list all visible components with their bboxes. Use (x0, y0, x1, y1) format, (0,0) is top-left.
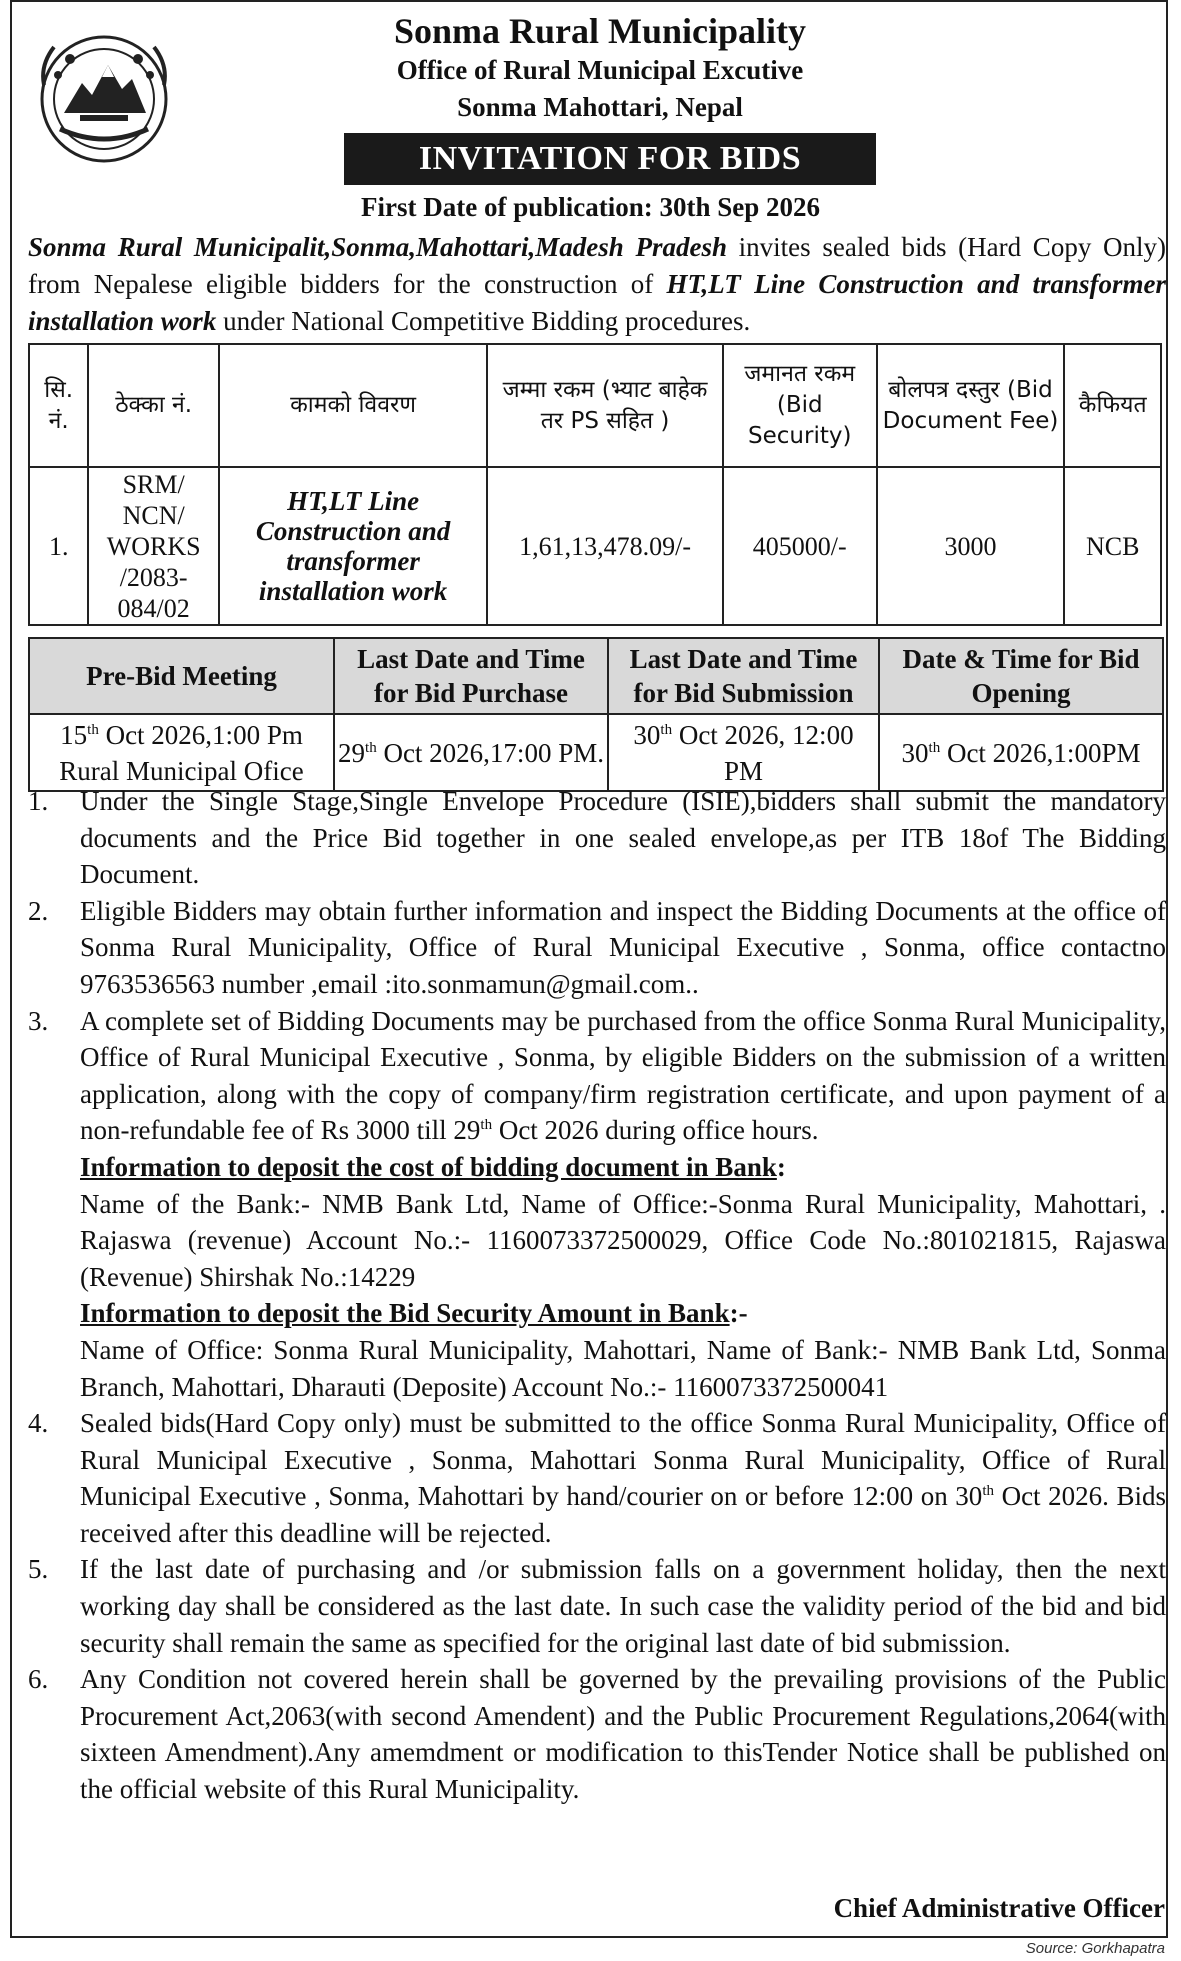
cell-purchase (334, 714, 608, 791)
schedule-header (29, 638, 1163, 714)
clause-6 (28, 1661, 1166, 1807)
col-submission: Last Date and Time for Bid Submission (608, 638, 879, 714)
intro-entity: Sonma Rural Municipalit,Sonma,Mahottari,Madesh Pradesh (28, 232, 727, 262)
clause-3-text-after: Oct 2026 during office hours. (492, 1115, 819, 1146)
col-total-amount: जम्मा रकम (भ्याट बाहेक तर PS सहित ) (487, 344, 723, 467)
col-bid-security: जमानत रकम (Bid Security) (723, 344, 877, 467)
org-name: Sonma Rural Municipality (393, 11, 807, 51)
office-name: Office of Rural Municipal Excutive (396, 55, 804, 85)
cell-contract-no: SRM/ NCN/ WORKS /2083-084/02 (88, 467, 218, 625)
submission-suffix: th (660, 721, 673, 738)
cell-opening (879, 714, 1163, 791)
col-prebid: Pre-Bid Meeting (29, 638, 334, 714)
opening-day: 30 (901, 737, 929, 768)
clause-2 (28, 893, 1166, 1003)
bank-doc-cost-info: Information to deposit the cost of bidding document in Bank: Name of the Bank:- NMB Bank Ltd, Name of Office:-Sonma Rural Municipality, Mahottari, . Rajaswa (revenue) Account No.:- 1160073372500029, Office Code No.:801021815, Rajaswa (Revenue) Shirshak No.:14229 (80, 1151, 1166, 1292)
submission-day: 30 (633, 719, 661, 750)
cell-remarks: NCB (1064, 467, 1161, 625)
schedule-table (28, 637, 1164, 792)
clauses-list (28, 783, 1166, 1808)
bid-table (28, 343, 1162, 626)
clause-num: 1. (28, 786, 49, 816)
office-location: Sonma Mahottari, Nepal (457, 92, 743, 122)
table-row (29, 714, 1163, 791)
cell-sn: 1. (29, 467, 88, 625)
table-row (29, 467, 1161, 625)
col-purchase: Last Date and Time for Bid Purchase (334, 638, 608, 714)
clause-1 (28, 783, 1166, 893)
bank-security-info: Information to deposit the Bid Security Amount in Bank:- Name of Office: Sonma Rural Municipality, Mahottari, Name of Bank:- NMB Bank Ltd, Sonma Branch, Mahottari, Dharauti (Deposite) Account No.:- 1160073372500041 (80, 1298, 1166, 1402)
bank-doc-cost-heading: Information to deposit the cost of bidding document in Bank (80, 1151, 777, 1182)
clause-4-text-after: Oct 2026. Bids received after this deadline will be rejected. (80, 1481, 1166, 1548)
col-work-desc: कामको विवरण (219, 344, 487, 467)
col-opening: Date & Time for Bid Opening (879, 638, 1163, 714)
clause-num: 6. (28, 1664, 49, 1695)
purchase-rest: Oct 2026,17:00 PM. (376, 737, 604, 768)
cell-doc-fee: 3000 (877, 467, 1065, 625)
col-contract-no: ठेक्का नं. (88, 344, 218, 467)
submission-rest: Oct 2026, 12:00 PM (672, 719, 854, 786)
clause-text: Any Condition not covered herein shall be governed by the prevailing provisions of the Public Procurement Act,2063(with second Amendent) and the Public Procurement Regulations,2064(with sixteen Amendment).Any amemdment or modification to thisTender Notice shall be published on the official website of this Rural Municipality. (80, 1664, 1166, 1805)
intro-paragraph (28, 229, 1166, 340)
prebid-rest: Oct 2026,1:00 Pm Rural Municipal Ofice (59, 719, 304, 786)
title-banner: INVITATION FOR BIDS (344, 133, 876, 185)
col-sn: सि. नं. (29, 344, 88, 467)
clause-5 (28, 1551, 1166, 1661)
col-doc-fee: बोलपत्र दस्तुर (Bid Document Fee) (877, 344, 1065, 467)
intro-work: HT,LT Line Construction and transformer installation work (28, 269, 1166, 336)
clause-num: 3. (28, 1005, 49, 1036)
cell-prebid (29, 714, 334, 791)
clause-text (80, 1405, 1166, 1551)
bank-security-text: Name of Office: Sonma Rural Municipality, Mahottari, Name of Bank:- NMB Bank Ltd, Sonma Branch, Mahottari, Dharauti (Deposite) Account No.:- 1160073372500041 (80, 1334, 1166, 1402)
clause-4-text-before: Sealed bids(Hard Copy only) must be submitted to the office Sonma Rural Municipality, Office of Rural Municipal Executive , Sonma, Mahottari Sonma Rural Municipality, Office of Rural Municipal Executive , Sonma, Mahottari by hand/courier on or before 12:00 on 30 (80, 1408, 1166, 1512)
clause-3-text-before: A complete set of Bidding Documents may be purchased from the office Sonma Rural Municipality, Office of Rural Municipal Executive , Sonma, by eligible Bidders on the submission of a written application, along with the copy of company/firm registration certificate, and upon payment of a non-refundable fee of Rs 3000 till 29 (80, 1005, 1166, 1146)
bank-security-heading: Information to deposit the Bid Security Amount in Bank (80, 1298, 730, 1329)
intro-text-2: under National Competitive Bidding procedures. (216, 306, 751, 336)
bank-doc-cost-text: Name of the Bank:- NMB Bank Ltd, Name of Office:-Sonma Rural Municipality, Mahottari, . Rajaswa (revenue) Account No.:- 1160073372500029, Office Code No.:801021815, Rajaswa (Revenue) Shirshak No.:14229 (80, 1188, 1166, 1292)
cell-bid-security: 405000/- (723, 467, 877, 625)
bid-table-header (29, 344, 1161, 467)
clause-text (80, 1003, 1166, 1149)
clause-4-sup: th (982, 1483, 994, 1500)
clause-4 (28, 1405, 1166, 1551)
intro-text-1: invites sealed bids (Hard Copy Only) from Nepalese eligible bidders for the construction of (28, 232, 1166, 299)
clause-num: 5. (28, 1554, 49, 1585)
cell-total-amount: 1,61,13,478.09/- (487, 467, 723, 625)
clause-num: 2. (28, 895, 49, 926)
cell-submission (608, 714, 879, 791)
clause-text: Under the Single Stage,Single Envelope Procedure (ISIE),bidders shall submit the mandatory documents and the Price Bid together in one sealed envelope,as per ITB 18of The Bidding Document. (80, 786, 1166, 890)
clause-text: Eligible Bidders may obtain further information and inspect the Bidding Documents at the office of Sonma Rural Municipality, Office of Rural Municipal Executive , Sonma, office contactno 9763536563 number ,email :ito.sonmamun@gmail.com.. (80, 895, 1166, 999)
clause-3 (28, 1003, 1166, 1149)
clause-num: 4. (28, 1408, 49, 1439)
cell-work-desc: HT,LT Line Construction and transformer installation work (219, 467, 487, 625)
purchase-day: 29 (338, 737, 366, 768)
prebid-suffix: th (87, 721, 99, 738)
emblem-icon (30, 25, 178, 173)
purchase-suffix: th (365, 739, 377, 756)
source-credit: Source: Gorkhapatra (1025, 1940, 1165, 1957)
col-remarks: कैफियत (1064, 344, 1161, 467)
clause-text: If the last date of purchasing and /or submission falls on a government holiday, then the next working day shall be considered as the last date. In such case the validity period of the bid and bid security shall remain the same as specified for the original last date of bid submission. (80, 1554, 1166, 1658)
signature: Chief Administrative Officer (833, 1893, 1165, 1923)
opening-rest: Oct 2026,1:00PM (940, 737, 1141, 768)
clause-3-sup: th (480, 1117, 493, 1134)
publication-date: First Date of publication: 30th Sep 2026 (361, 192, 820, 222)
opening-suffix: th (928, 739, 941, 756)
prebid-day: 15 (60, 719, 88, 750)
